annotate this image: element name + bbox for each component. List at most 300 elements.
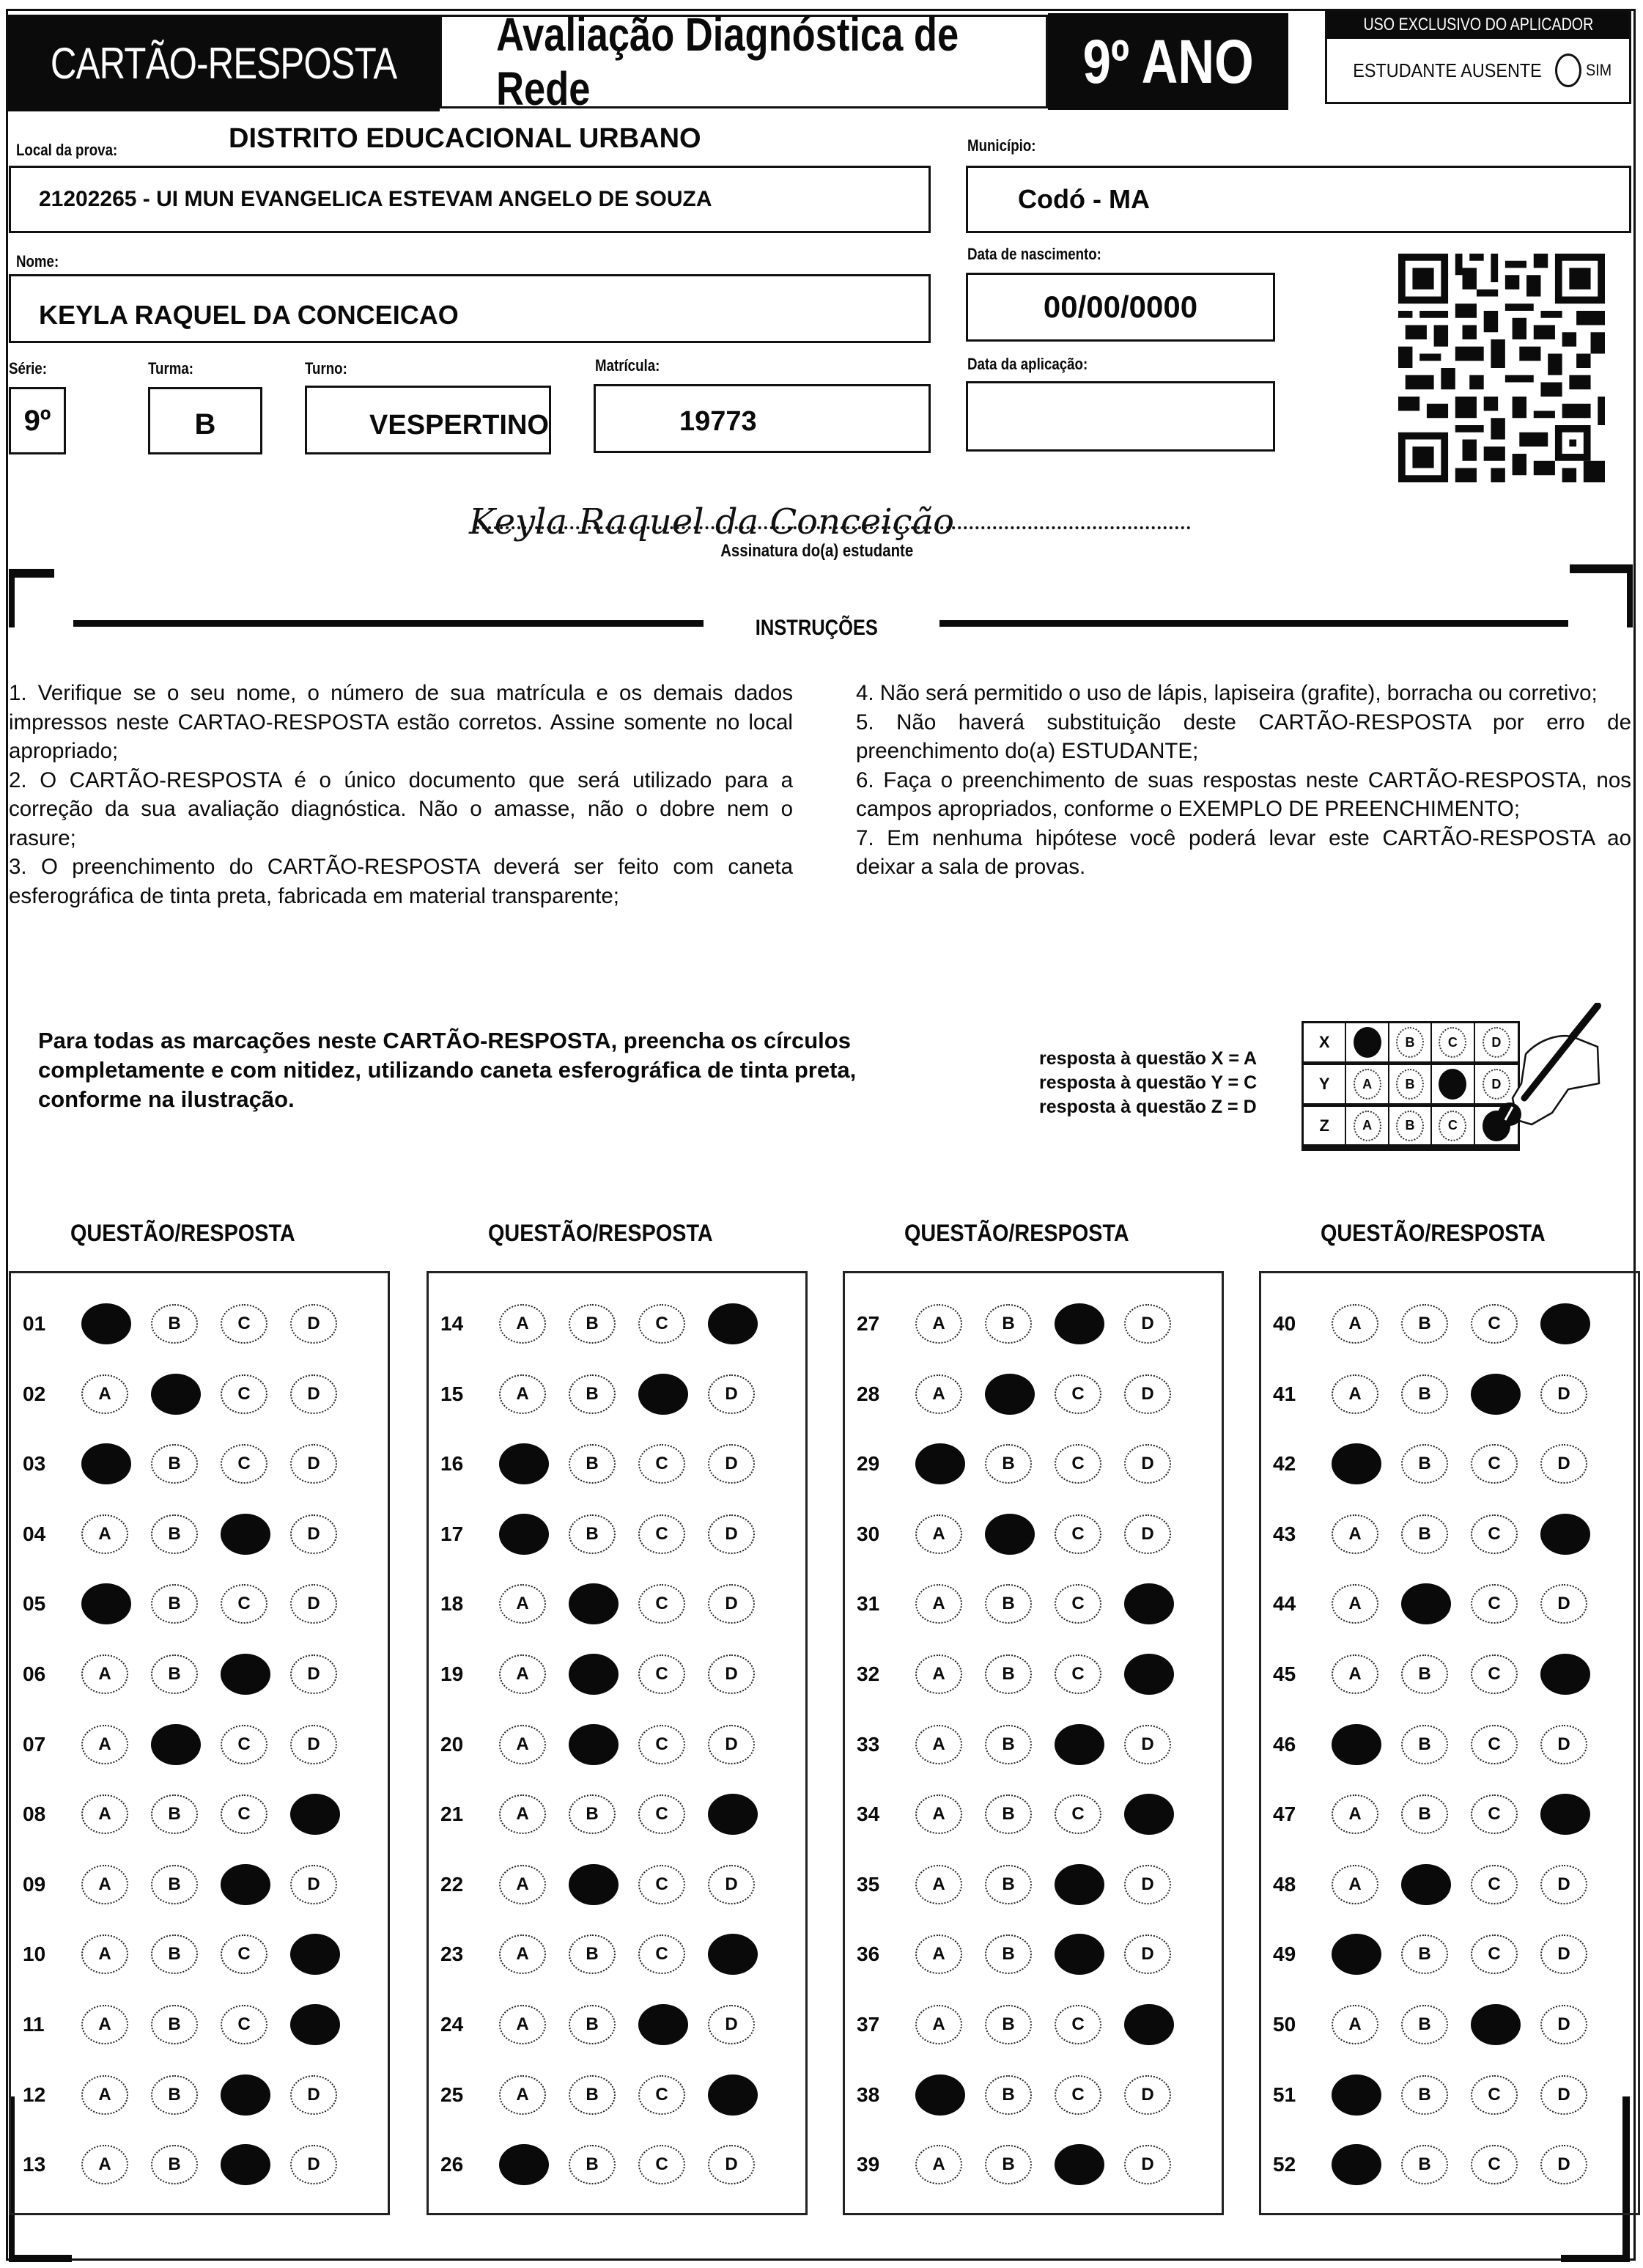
- answer-bubble-c[interactable]: C: [1471, 1794, 1518, 1834]
- answer-bubble-c-filled[interactable]: [1055, 2144, 1104, 2185]
- answer-bubble-d[interactable]: D: [1124, 2145, 1171, 2184]
- answer-bubble-d[interactable]: D: [708, 1444, 755, 1484]
- answer-bubble-a[interactable]: A: [81, 1654, 128, 1694]
- answer-bubble-c[interactable]: C: [1055, 1794, 1101, 1834]
- answer-bubble-b[interactable]: B: [985, 1654, 1032, 1694]
- answer-bubble-d[interactable]: D: [1540, 1934, 1587, 1974]
- answer-bubble-b[interactable]: B: [569, 1374, 616, 1414]
- question-number: 21: [440, 1803, 464, 1826]
- answer-bubble-d-filled[interactable]: [1540, 1794, 1590, 1835]
- answer-bubble-c[interactable]: C: [638, 2075, 685, 2115]
- matricula-label: Matrícula:: [595, 356, 660, 375]
- column-header: QUESTÃO/RESPOSTA: [1321, 1220, 1546, 1246]
- example-question-label: Y: [1304, 1065, 1346, 1103]
- answer-bubble-c-filled[interactable]: [1055, 1864, 1104, 1905]
- question-number: 22: [440, 1872, 464, 1896]
- answer-bubble-a[interactable]: A: [915, 1584, 962, 1624]
- answer-bubble-b-filled[interactable]: [151, 1374, 201, 1415]
- answer-bubble-d[interactable]: D: [290, 1725, 337, 1764]
- question-row: [1261, 1649, 1638, 1700]
- answer-bubble-d[interactable]: D: [290, 1514, 337, 1554]
- answer-bubble-d[interactable]: D: [708, 2145, 755, 2184]
- answer-bubble-c-filled[interactable]: [221, 2074, 270, 2116]
- example-bubble: B: [1396, 1111, 1424, 1141]
- answer-bubble-c-filled[interactable]: [1055, 1934, 1104, 1975]
- answer-bubble-d[interactable]: D: [708, 1584, 755, 1624]
- absent-option: SIM: [1586, 61, 1612, 79]
- question-number: 19: [440, 1663, 464, 1685]
- answer-bubble-b[interactable]: B: [569, 1514, 616, 1554]
- answer-bubble-d-filled[interactable]: [708, 1934, 758, 1975]
- answer-bubble-a[interactable]: A: [499, 2005, 546, 2044]
- answer-bubble-a[interactable]: A: [499, 1584, 546, 1624]
- answer-bubble-a-filled[interactable]: [1332, 2144, 1381, 2185]
- answer-column-2: [427, 1271, 808, 2215]
- answer-bubble-d[interactable]: D: [708, 1654, 755, 1694]
- qr-code-icon: [1398, 254, 1605, 482]
- answer-bubble-a[interactable]: A: [81, 2005, 128, 2044]
- answer-bubble-a-filled[interactable]: [1332, 1443, 1381, 1484]
- answer-bubble-b[interactable]: B: [569, 2145, 616, 2184]
- answer-bubble-a-filled[interactable]: [81, 1303, 131, 1344]
- question-number: 01: [23, 1312, 46, 1335]
- answer-bubble-c[interactable]: C: [1471, 1934, 1518, 1974]
- answer-bubble-d[interactable]: D: [1124, 1444, 1171, 1484]
- question-row: [1261, 1369, 1638, 1420]
- answer-bubble-c[interactable]: C: [638, 1584, 685, 1624]
- answer-bubble-d[interactable]: D: [290, 2145, 337, 2184]
- answer-bubble-b[interactable]: B: [985, 1865, 1032, 1904]
- instructions-left: [9, 679, 793, 910]
- answer-bubble-a[interactable]: A: [499, 1934, 546, 1974]
- answer-bubble-d[interactable]: D: [1124, 1865, 1171, 1904]
- answer-bubble-b[interactable]: B: [985, 1725, 1032, 1764]
- answer-bubble-d[interactable]: D: [1540, 1444, 1587, 1484]
- answer-bubble-c[interactable]: C: [638, 1934, 685, 1974]
- question-row: [11, 1438, 388, 1490]
- question-row: [11, 1578, 388, 1630]
- answer-bubble-c[interactable]: C: [1055, 1654, 1101, 1694]
- answer-bubble-b[interactable]: B: [151, 2145, 198, 2184]
- example-legend: resposta à questão X = A resposta à questão Y = C resposta à questão Z = D: [1039, 1048, 1258, 1117]
- answer-bubble-a[interactable]: A: [1332, 1584, 1378, 1624]
- answer-bubble-b[interactable]: B: [1401, 1514, 1448, 1554]
- answer-bubble-b[interactable]: B: [569, 2005, 616, 2044]
- question-number: 09: [23, 1872, 46, 1896]
- question-row: [11, 1999, 388, 2050]
- answer-bubble-b[interactable]: B: [151, 1514, 198, 1554]
- answer-bubble-d[interactable]: D: [1540, 1865, 1587, 1904]
- answer-bubble-b[interactable]: B: [985, 2075, 1032, 2115]
- question-number: 15: [440, 1382, 464, 1405]
- aplicacao-field[interactable]: [966, 381, 1275, 452]
- answer-bubble-b[interactable]: B: [151, 1584, 198, 1624]
- answer-bubble-b[interactable]: B: [151, 1794, 198, 1834]
- question-number: 37: [857, 2013, 880, 2036]
- answer-bubble-c[interactable]: C: [1471, 2075, 1518, 2115]
- answer-bubble-a[interactable]: A: [915, 2145, 962, 2184]
- answer-bubble-b-filled[interactable]: [985, 1514, 1035, 1555]
- divider: [73, 620, 704, 627]
- turma-label: Turma:: [148, 359, 193, 378]
- answer-bubble-d[interactable]: D: [290, 1304, 337, 1344]
- answer-bubble-d[interactable]: D: [290, 1374, 337, 1414]
- instructions-title: INSTRUÇÕES: [755, 616, 878, 640]
- question-number: 41: [1273, 1382, 1296, 1405]
- answer-bubble-d-filled[interactable]: [1540, 1303, 1590, 1344]
- answer-bubble-d-filled[interactable]: [1124, 2004, 1174, 2045]
- answer-bubble-a[interactable]: A: [1332, 2005, 1378, 2044]
- answer-bubble-c[interactable]: C: [638, 1444, 685, 1484]
- answer-bubble-d[interactable]: D: [1124, 1304, 1171, 1344]
- answer-bubble-c[interactable]: C: [1471, 1865, 1518, 1904]
- answer-bubble-d-filled[interactable]: [1124, 1654, 1174, 1695]
- answer-bubble-a[interactable]: A: [1332, 1514, 1378, 1554]
- question-number: 14: [440, 1312, 464, 1335]
- answer-bubble-c[interactable]: C: [221, 1584, 267, 1624]
- answer-bubble-b[interactable]: B: [985, 1444, 1032, 1484]
- answer-bubble-d[interactable]: D: [708, 1865, 755, 1904]
- answer-bubble-b[interactable]: B: [1401, 2075, 1448, 2115]
- answer-bubble-a[interactable]: A: [499, 1374, 546, 1414]
- answer-bubble-a-filled[interactable]: [1332, 2074, 1381, 2116]
- answer-bubble-c[interactable]: C: [638, 1794, 685, 1834]
- answer-bubble-d[interactable]: D: [708, 1725, 755, 1764]
- answer-bubble-b[interactable]: B: [985, 2005, 1032, 2044]
- answer-bubble-d-filled[interactable]: [708, 2074, 758, 2116]
- question-row: [845, 1438, 1222, 1490]
- question-number: 49: [1273, 1943, 1296, 1966]
- answer-bubble-d[interactable]: D: [290, 1444, 337, 1484]
- answer-bubble-c[interactable]: C: [1055, 2005, 1101, 2044]
- answer-bubble-a[interactable]: A: [915, 1514, 962, 1554]
- question-number: 50: [1273, 2013, 1296, 2036]
- answer-bubble-c-filled[interactable]: [1055, 1724, 1104, 1765]
- answer-bubble-c-filled[interactable]: [638, 2004, 688, 2045]
- answer-bubble-a-filled[interactable]: [499, 1443, 549, 1484]
- question-row: [11, 1509, 388, 1560]
- answer-bubble-a-filled[interactable]: [81, 1583, 131, 1624]
- answer-bubble-d-filled[interactable]: [290, 2004, 340, 2045]
- answer-bubble-a[interactable]: A: [915, 1934, 962, 1974]
- answer-bubble-c[interactable]: C: [638, 1304, 685, 1344]
- answer-bubble-d-filled[interactable]: [708, 1794, 758, 1835]
- answer-bubble-c-filled[interactable]: [221, 1654, 270, 1695]
- question-row: [845, 1509, 1222, 1560]
- answer-bubble-c-filled[interactable]: [221, 1864, 270, 1905]
- answer-bubble-a[interactable]: A: [81, 2145, 128, 2184]
- question-number: 07: [23, 1732, 46, 1756]
- answer-bubble-c[interactable]: C: [1055, 1514, 1101, 1554]
- question-number: 43: [1273, 1522, 1296, 1545]
- question-number: 39: [857, 2153, 880, 2176]
- answer-bubble-b[interactable]: B: [151, 1444, 198, 1484]
- question-row: [845, 1789, 1222, 1840]
- instruction-item: 4. Não será permitido o uso de lápis, lapiseira (grafite), borracha ou corretivo;: [856, 681, 1598, 705]
- question-row: [11, 1859, 388, 1910]
- question-row: [845, 1999, 1222, 2050]
- answer-bubble-a[interactable]: A: [81, 1934, 128, 1974]
- answer-bubble-c[interactable]: C: [1471, 1584, 1518, 1624]
- question-number: 44: [1273, 1592, 1296, 1616]
- answer-bubble-c-filled[interactable]: [638, 1374, 688, 1415]
- answer-bubble-b[interactable]: B: [151, 1865, 198, 1904]
- answer-bubble-a[interactable]: A: [81, 1725, 128, 1764]
- answer-bubble-a[interactable]: A: [499, 1654, 546, 1694]
- instruction-item: 1. Verifique se o seu nome, o número de sua matrícula e os demais dados impressos neste CARTAO-RESPOSTA estão corretos. Assine somente no local apropriado;: [9, 681, 793, 763]
- answer-bubble-a[interactable]: A: [81, 1865, 128, 1904]
- nascimento-label: Data de nascimento:: [967, 245, 1101, 263]
- question-row: [429, 2069, 805, 2121]
- answer-bubble-b[interactable]: B: [151, 2075, 198, 2115]
- answer-bubble-c[interactable]: C: [1471, 1304, 1518, 1344]
- answer-bubble-d[interactable]: D: [1124, 2075, 1171, 2115]
- answer-bubble-c[interactable]: C: [638, 1654, 685, 1694]
- answer-bubble-a[interactable]: A: [1332, 1304, 1378, 1344]
- answer-bubble-c[interactable]: C: [221, 1304, 267, 1344]
- answer-bubble-d[interactable]: D: [708, 1514, 755, 1554]
- answer-bubble-d[interactable]: D: [1540, 1374, 1587, 1414]
- answer-bubble-d[interactable]: D: [1124, 1725, 1171, 1764]
- corner-mark-top-right-v: [1627, 564, 1633, 627]
- question-number: 18: [440, 1592, 464, 1616]
- answer-bubble-d-filled[interactable]: [1124, 1794, 1174, 1835]
- answer-bubble-a-filled[interactable]: [1332, 1934, 1381, 1975]
- answer-bubble-a[interactable]: A: [81, 2075, 128, 2115]
- answer-bubble-c[interactable]: C: [638, 1725, 685, 1764]
- answer-bubble-a[interactable]: A: [915, 1865, 962, 1904]
- answer-bubble-b[interactable]: B: [1401, 1374, 1448, 1414]
- question-number: 02: [23, 1382, 46, 1405]
- absent-checkbox[interactable]: [1555, 54, 1581, 87]
- nascimento-field: 00/00/0000: [966, 273, 1275, 342]
- answer-bubble-b[interactable]: B: [569, 2075, 616, 2115]
- answer-bubble-b-filled[interactable]: [569, 1864, 619, 1905]
- answer-bubble-b[interactable]: B: [1401, 1794, 1448, 1834]
- question-row: [429, 1719, 805, 1770]
- question-number: 45: [1273, 1663, 1296, 1685]
- answer-bubble-d-filled[interactable]: [290, 1934, 340, 1975]
- answer-bubble-c[interactable]: C: [1055, 1584, 1101, 1624]
- corner-mark-top-left-v: [9, 569, 15, 627]
- answer-bubble-a[interactable]: A: [81, 1794, 128, 1834]
- answer-bubble-b-filled[interactable]: [569, 1583, 619, 1624]
- answer-bubble-d[interactable]: D: [1124, 1934, 1171, 1974]
- question-number: 05: [23, 1592, 46, 1616]
- instruction-item: 7. Em nenhuma hipótese você poderá levar este CARTÃO-RESPOSTA ao deixar a sala de provas.: [856, 825, 1631, 879]
- question-row: [845, 1859, 1222, 1910]
- question-row: [11, 2139, 388, 2190]
- answer-bubble-b[interactable]: B: [569, 1444, 616, 1484]
- question-number: 10: [23, 1943, 46, 1966]
- turno-field: VESPERTINO: [305, 386, 551, 454]
- answer-bubble-a-filled[interactable]: [915, 1443, 965, 1484]
- answer-bubble-c[interactable]: C: [1471, 1514, 1518, 1554]
- answer-bubble-b[interactable]: B: [1401, 2005, 1448, 2044]
- example-question-label: X: [1304, 1023, 1346, 1061]
- svg-text:Keyla Raquel da Conceição: Keyla Raquel da Conceição: [469, 501, 955, 542]
- answer-bubble-c-filled[interactable]: [1471, 1374, 1521, 1415]
- answer-bubble-b-filled[interactable]: [151, 1724, 201, 1765]
- answer-bubble-b[interactable]: B: [569, 1304, 616, 1344]
- column-header: QUESTÃO/RESPOSTA: [70, 1220, 295, 1246]
- question-row: [429, 1929, 805, 1980]
- question-row: [429, 1578, 805, 1630]
- answer-bubble-b-filled[interactable]: [1401, 1583, 1451, 1624]
- answer-bubble-d[interactable]: D: [708, 1374, 755, 1414]
- answer-bubble-a[interactable]: A: [81, 1374, 128, 1414]
- answer-bubble-a[interactable]: A: [1332, 1654, 1378, 1694]
- answer-bubble-b[interactable]: B: [151, 1304, 198, 1344]
- answer-bubble-b-filled[interactable]: [569, 1724, 619, 1765]
- aplicacao-label: Data da aplicação:: [967, 355, 1088, 373]
- question-row: [1261, 2139, 1638, 2190]
- absent-label: ESTUDANTE AUSENTE: [1353, 59, 1543, 81]
- answer-bubble-d-filled[interactable]: [1124, 1583, 1174, 1624]
- answer-bubble-a[interactable]: A: [915, 2005, 962, 2044]
- answer-bubble-b[interactable]: B: [985, 2145, 1032, 2184]
- question-row: [1261, 1719, 1638, 1770]
- answer-bubble-b-filled[interactable]: [1401, 1864, 1451, 1905]
- question-number: 24: [440, 2013, 464, 2036]
- nome-field: KEYLA RAQUEL DA CONCEICAO: [9, 274, 931, 343]
- answer-bubble-d-filled[interactable]: [290, 1794, 340, 1835]
- answer-bubble-d[interactable]: D: [1124, 1374, 1171, 1414]
- answer-bubble-b[interactable]: B: [1401, 2145, 1448, 2184]
- answer-bubble-c[interactable]: C: [638, 2145, 685, 2184]
- answer-bubble-c[interactable]: C: [221, 1725, 267, 1764]
- answer-bubble-c[interactable]: C: [1471, 1725, 1518, 1764]
- answer-bubble-a-filled[interactable]: [499, 2144, 549, 2185]
- instruction-item: 2. O CARTÃO-RESPOSTA é o único documento que será utilizado para a correção da sua avaliação diagnóstica. Não o amasse, não o dobre nem o rasure;: [9, 767, 793, 850]
- question-number: 12: [23, 2083, 46, 2106]
- answer-bubble-a[interactable]: A: [915, 1654, 962, 1694]
- answer-column-3: [843, 1271, 1224, 2215]
- answer-bubble-a[interactable]: A: [499, 1865, 546, 1904]
- answer-bubble-d[interactable]: D: [1540, 1584, 1587, 1624]
- question-row: [429, 1789, 805, 1840]
- answer-bubble-b-filled[interactable]: [569, 1654, 619, 1695]
- serie-label: Série:: [9, 359, 47, 378]
- answer-bubble-b[interactable]: B: [985, 1584, 1032, 1624]
- signature-line: [476, 526, 1191, 529]
- example-question-label: Z: [1304, 1107, 1346, 1144]
- answer-bubble-a[interactable]: A: [499, 2075, 546, 2115]
- answer-bubble-b[interactable]: B: [1401, 1725, 1448, 1764]
- example-bubble: B: [1396, 1027, 1424, 1058]
- answer-bubble-a-filled[interactable]: [915, 2074, 965, 2116]
- answer-bubble-c[interactable]: C: [221, 1934, 267, 1974]
- answer-bubble-d[interactable]: D: [290, 2075, 337, 2115]
- municipio-field: Codó - MA: [966, 166, 1631, 233]
- answer-bubble-b[interactable]: B: [569, 1934, 616, 1974]
- answer-bubble-c[interactable]: C: [221, 1374, 267, 1414]
- answer-bubble-d-filled[interactable]: [1540, 1654, 1590, 1695]
- answer-bubble-d[interactable]: D: [290, 1584, 337, 1624]
- answer-bubble-c[interactable]: C: [1471, 1654, 1518, 1694]
- answer-bubble-b[interactable]: B: [151, 1934, 198, 1974]
- answer-bubble-a-filled[interactable]: [81, 1443, 131, 1484]
- answer-bubble-a[interactable]: A: [915, 1374, 962, 1414]
- answer-bubble-d-filled[interactable]: [708, 1303, 758, 1344]
- answer-bubble-d[interactable]: D: [1540, 1725, 1587, 1764]
- answer-bubble-a[interactable]: A: [915, 1725, 962, 1764]
- answer-bubble-d[interactable]: D: [290, 1865, 337, 1904]
- answer-bubble-a[interactable]: A: [1332, 1865, 1378, 1904]
- question-number: 04: [23, 1522, 46, 1545]
- answer-bubble-b[interactable]: B: [151, 1654, 198, 1694]
- answer-bubble-a-filled[interactable]: [1332, 1724, 1381, 1765]
- answer-bubble-c-filled[interactable]: [1055, 1303, 1104, 1344]
- answer-bubble-b[interactable]: B: [1401, 1654, 1448, 1694]
- example-bubble: C: [1439, 1111, 1466, 1141]
- answer-bubble-b[interactable]: B: [985, 1794, 1032, 1834]
- answer-bubble-d[interactable]: D: [1540, 2075, 1587, 2115]
- question-row: [11, 2069, 388, 2121]
- answer-bubble-c[interactable]: C: [638, 1865, 685, 1904]
- answer-bubble-b[interactable]: B: [569, 1794, 616, 1834]
- question-number: 06: [23, 1663, 46, 1685]
- answer-bubble-a[interactable]: A: [915, 1794, 962, 1834]
- answer-bubble-c[interactable]: C: [1055, 2075, 1101, 2115]
- corner-mark-top-right: [1570, 564, 1633, 573]
- answer-bubble-b-filled[interactable]: [985, 1374, 1035, 1415]
- answer-bubble-d-filled[interactable]: [1540, 1514, 1590, 1555]
- question-row: [1261, 1578, 1638, 1630]
- answer-bubble-c-filled[interactable]: [221, 2144, 270, 2185]
- answer-bubble-c[interactable]: C: [1055, 1374, 1101, 1414]
- answer-bubble-b[interactable]: B: [1401, 1444, 1448, 1484]
- answer-bubble-b[interactable]: B: [985, 1304, 1032, 1344]
- answer-bubble-a[interactable]: A: [81, 1514, 128, 1554]
- question-number: 08: [23, 1803, 46, 1826]
- answer-bubble-b[interactable]: B: [985, 1934, 1032, 1974]
- answer-bubble-a[interactable]: A: [499, 1725, 546, 1764]
- answer-bubble-c[interactable]: C: [221, 1444, 267, 1484]
- answer-bubble-a[interactable]: A: [1332, 1374, 1378, 1414]
- answer-bubble-c-filled[interactable]: [1471, 2004, 1521, 2045]
- column-header: QUESTÃO/RESPOSTA: [488, 1220, 713, 1246]
- answer-bubble-d[interactable]: D: [708, 2005, 755, 2044]
- answer-bubble-c[interactable]: C: [1471, 1444, 1518, 1484]
- example-bubble: [1354, 1027, 1381, 1058]
- answer-bubble-a[interactable]: A: [499, 1794, 546, 1834]
- answer-bubble-a[interactable]: A: [499, 1304, 546, 1344]
- answer-bubble-d[interactable]: D: [1540, 2145, 1587, 2184]
- question-number: 27: [857, 1312, 880, 1335]
- answer-bubble-d[interactable]: D: [290, 1654, 337, 1694]
- answer-bubble-a-filled[interactable]: [499, 1514, 549, 1555]
- answer-bubble-c[interactable]: C: [1471, 2145, 1518, 2184]
- instruction-item: 5. Não haverá substituição deste CARTÃO-RESPOSTA por erro de preenchimento do(a) ESTUDANTE;: [856, 710, 1631, 763]
- applicator-box: [1325, 9, 1631, 104]
- answer-bubble-b[interactable]: B: [1401, 1304, 1448, 1344]
- question-row: [845, 1719, 1222, 1770]
- question-number: 47: [1273, 1803, 1296, 1826]
- answer-bubble-b[interactable]: B: [1401, 1934, 1448, 1974]
- answer-bubble-b[interactable]: B: [151, 2005, 198, 2044]
- answer-bubble-a[interactable]: A: [915, 1304, 962, 1344]
- answer-bubble-a[interactable]: A: [1332, 1794, 1378, 1834]
- answer-bubble-c-filled[interactable]: [221, 1514, 270, 1555]
- answer-bubble-d[interactable]: D: [1124, 1514, 1171, 1554]
- answer-bubble-c[interactable]: C: [221, 2005, 267, 2044]
- answer-bubble-c[interactable]: C: [221, 1794, 267, 1834]
- answer-bubble-c[interactable]: C: [1055, 1444, 1101, 1484]
- answer-bubble-d[interactable]: D: [1540, 2005, 1587, 2044]
- answer-bubble-c[interactable]: C: [638, 1514, 685, 1554]
- hand-with-pen-icon: [1480, 1003, 1605, 1135]
